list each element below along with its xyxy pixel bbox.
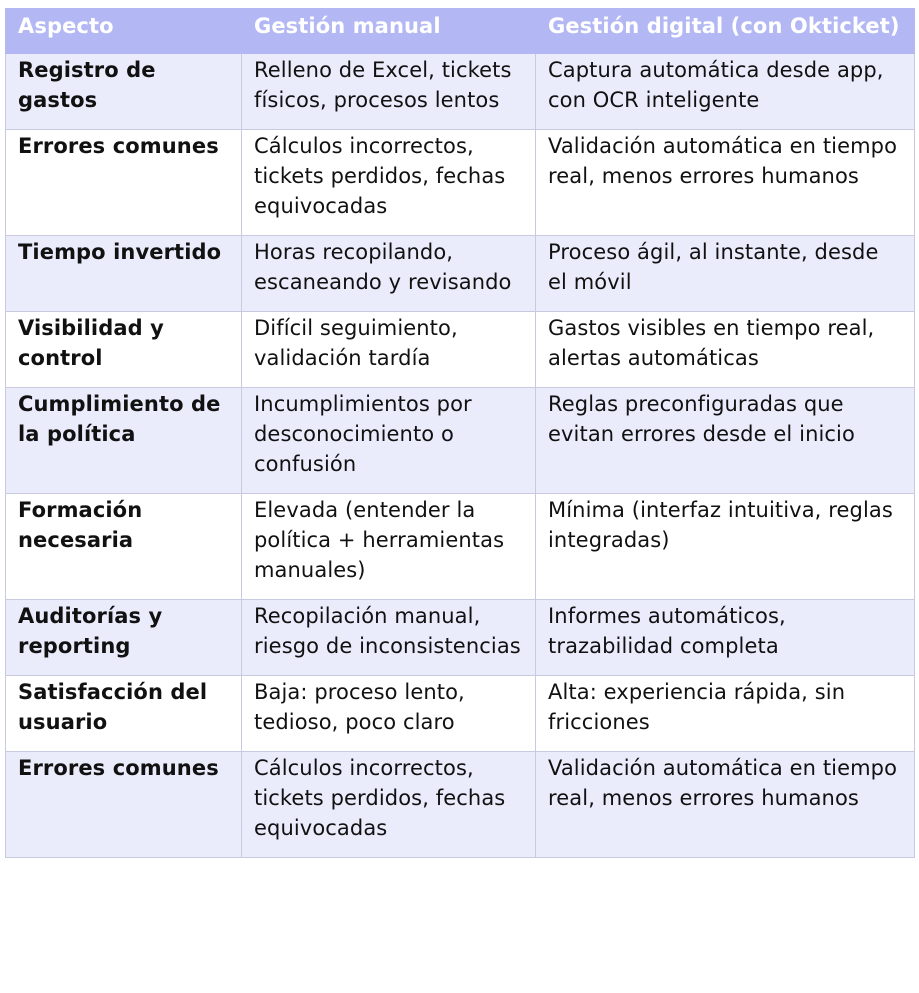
manual-cell: Baja: proceso lento, tedioso, poco claro — [242, 676, 536, 752]
manual-cell: Relleno de Excel, tickets físicos, procesos lentos — [242, 54, 536, 130]
aspect-cell: Formación necesaria — [6, 494, 242, 600]
table-row — [6, 236, 915, 312]
aspect-cell: Cumplimiento de la política — [6, 388, 242, 494]
manual-cell: Incumplimientos por desconocimiento o confusión — [242, 388, 536, 494]
digital-cell: Proceso ágil, al instante, desde el móvil — [536, 236, 915, 312]
header-manual: Gestión manual — [242, 9, 536, 54]
aspect-cell: Visibilidad y control — [6, 312, 242, 388]
table-row — [6, 130, 915, 236]
digital-cell: Captura automática desde app, con OCR inteligente — [536, 54, 915, 130]
manual-cell: Difícil seguimiento, validación tardía — [242, 312, 536, 388]
manual-cell: Horas recopilando, escaneando y revisando — [242, 236, 536, 312]
manual-cell: Recopilación manual, riesgo de inconsistencias — [242, 600, 536, 676]
comparison-table-container — [5, 8, 914, 858]
table-row — [6, 312, 915, 388]
comparison-table — [5, 8, 915, 858]
table-row — [6, 388, 915, 494]
digital-cell: Mínima (interfaz intuitiva, reglas integradas) — [536, 494, 915, 600]
digital-cell: Gastos visibles en tiempo real, alertas automáticas — [536, 312, 915, 388]
header-aspect: Aspecto — [6, 9, 242, 54]
manual-cell: Elevada (entender la política + herramientas manuales) — [242, 494, 536, 600]
table-row — [6, 54, 915, 130]
manual-cell: Cálculos incorrectos, tickets perdidos, fechas equivocadas — [242, 752, 536, 858]
aspect-cell: Tiempo invertido — [6, 236, 242, 312]
digital-cell: Informes automáticos, trazabilidad completa — [536, 600, 915, 676]
digital-cell: Validación automática en tiempo real, menos errores humanos — [536, 752, 915, 858]
aspect-cell: Registro de gastos — [6, 54, 242, 130]
table-row — [6, 752, 915, 858]
aspect-cell: Errores comunes — [6, 130, 242, 236]
table-row — [6, 494, 915, 600]
digital-cell: Alta: experiencia rápida, sin fricciones — [536, 676, 915, 752]
aspect-cell: Satisfacción del usuario — [6, 676, 242, 752]
table-header-row — [6, 9, 915, 54]
aspect-cell: Errores comunes — [6, 752, 242, 858]
table-row — [6, 676, 915, 752]
header-digital: Gestión digital (con Okticket) — [536, 9, 915, 54]
table-row — [6, 600, 915, 676]
digital-cell: Validación automática en tiempo real, menos errores humanos — [536, 130, 915, 236]
digital-cell: Reglas preconfiguradas que evitan errores desde el inicio — [536, 388, 915, 494]
aspect-cell: Auditorías y reporting — [6, 600, 242, 676]
manual-cell: Cálculos incorrectos, tickets perdidos, fechas equivocadas — [242, 130, 536, 236]
